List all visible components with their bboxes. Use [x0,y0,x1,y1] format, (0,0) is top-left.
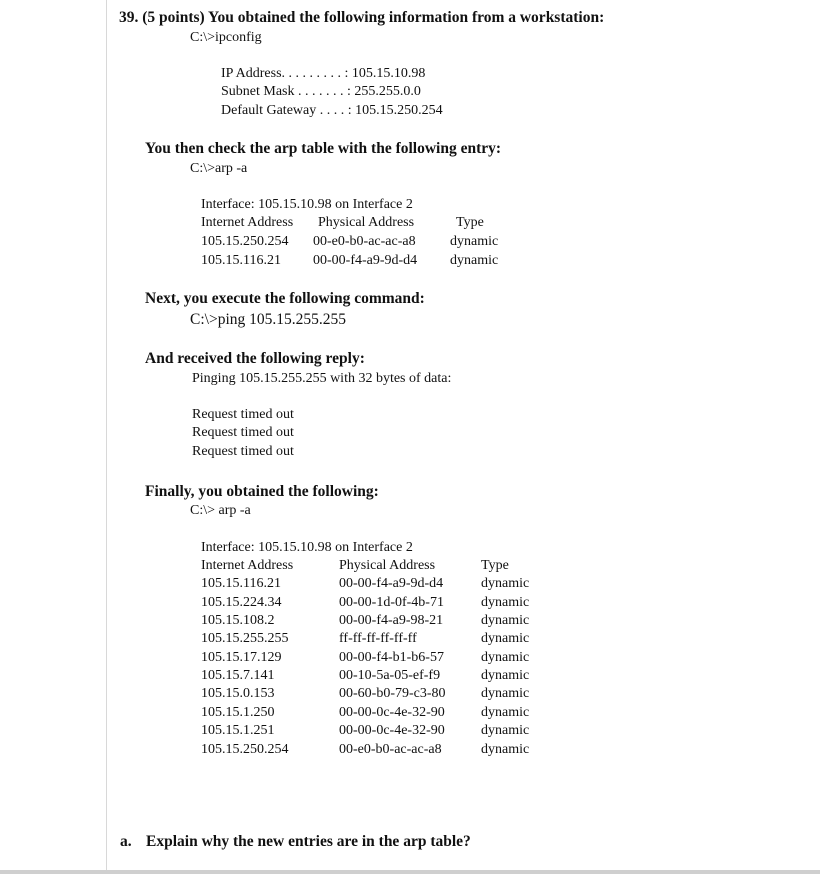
ping-heading: Next, you execute the following command: [145,290,425,307]
arp2-row-ip: 105.15.17.129 [201,650,282,665]
question-title: 39. (5 points) You obtained the following information from a workstation: [119,9,605,26]
arp2-row-type: dynamic [481,631,530,646]
page-bottom-border [0,870,820,874]
arp1-header-internet-address: Internet Address [201,215,294,230]
ipconfig-ip-address: IP Address. . . . . . . . . : 105.15.10.98 [221,66,426,81]
part-a-label: a. [120,833,132,850]
reply-timeout-line: Request timed out [192,425,294,440]
arp2-row-ip: 105.15.7.141 [201,668,275,683]
arp2-row-ip: 105.15.1.250 [201,705,275,720]
ipconfig-command: C:\>ipconfig [190,30,262,45]
arp2-row-ip: 105.15.250.254 [201,742,289,757]
arp2-row-ip: 105.15.108.2 [201,613,275,628]
reply-timeout-line: Request timed out [192,444,294,459]
arp1-header-physical-address: Physical Address [318,215,415,230]
reply-heading: And received the following reply: [145,350,365,367]
arp2-row-ip: 105.15.116.21 [201,576,281,591]
arp2-row-mac: 00-00-f4-a9-9d-d4 [339,576,444,591]
arp2-row-mac: 00-00-0c-4e-32-90 [339,723,445,738]
arp2-header-internet-address: Internet Address [201,558,294,573]
arp2-header-physical-address: Physical Address [339,558,436,573]
page-left-edge [106,0,107,874]
arp1-row-type: dynamic [450,234,499,249]
arp2-row-type: dynamic [481,668,530,683]
reply-timeout-line: Request timed out [192,407,294,422]
part-a-question: Explain why the new entries are in the arp table? [146,833,471,850]
arp2-row-type: dynamic [481,742,530,757]
arp2-interface: Interface: 105.15.10.98 on Interface 2 [201,540,413,555]
arp1-header-type: Type [456,215,484,230]
arp2-row-mac: 00-00-1d-0f-4b-71 [339,595,444,610]
arp2-row-ip: 105.15.255.255 [201,631,289,646]
arp2-heading: Finally, you obtained the following: [145,483,379,500]
arp2-row-mac: 00-e0-b0-ac-ac-a8 [339,742,442,757]
arp2-row-type: dynamic [481,686,530,701]
arp1-row-ip: 105.15.116.21 [201,253,281,268]
arp2-row-ip: 105.15.224.34 [201,595,282,610]
arp1-row-type: dynamic [450,253,499,268]
ipconfig-default-gateway: Default Gateway . . . . : 105.15.250.254 [221,103,443,118]
arp2-row-mac: 00-00-f4-b1-b6-57 [339,650,444,665]
arp1-row-mac: 00-e0-b0-ac-ac-a8 [313,234,416,249]
arp2-row-mac: 00-00-0c-4e-32-90 [339,705,445,720]
arp2-row-mac: 00-60-b0-79-c3-80 [339,686,446,701]
arp2-row-type: dynamic [481,595,530,610]
arp2-header-type: Type [481,558,509,573]
arp1-command: C:\>arp -a [190,161,248,176]
arp2-row-type: dynamic [481,613,530,628]
arp2-row-mac: 00-00-f4-a9-98-21 [339,613,444,628]
arp2-row-ip: 105.15.1.251 [201,723,275,738]
arp2-row-mac: ff-ff-ff-ff-ff-ff [339,631,417,646]
ping-command: C:\>ping 105.15.255.255 [190,311,346,328]
arp2-row-type: dynamic [481,723,530,738]
arp1-interface: Interface: 105.15.10.98 on Interface 2 [201,197,413,212]
arp2-row-type: dynamic [481,705,530,720]
arp1-row-mac: 00-00-f4-a9-9d-d4 [313,253,418,268]
arp1-row-ip: 105.15.250.254 [201,234,289,249]
reply-pinging-line: Pinging 105.15.255.255 with 32 bytes of data: [192,371,452,386]
arp2-command: C:\> arp -a [190,503,251,518]
ipconfig-subnet-mask: Subnet Mask . . . . . . . : 255.255.0.0 [221,84,421,99]
arp2-row-type: dynamic [481,650,530,665]
arp1-heading: You then check the arp table with the following entry: [145,140,502,157]
arp2-row-mac: 00-10-5a-05-ef-f9 [339,668,441,683]
arp2-row-ip: 105.15.0.153 [201,686,275,701]
arp2-row-type: dynamic [481,576,530,591]
